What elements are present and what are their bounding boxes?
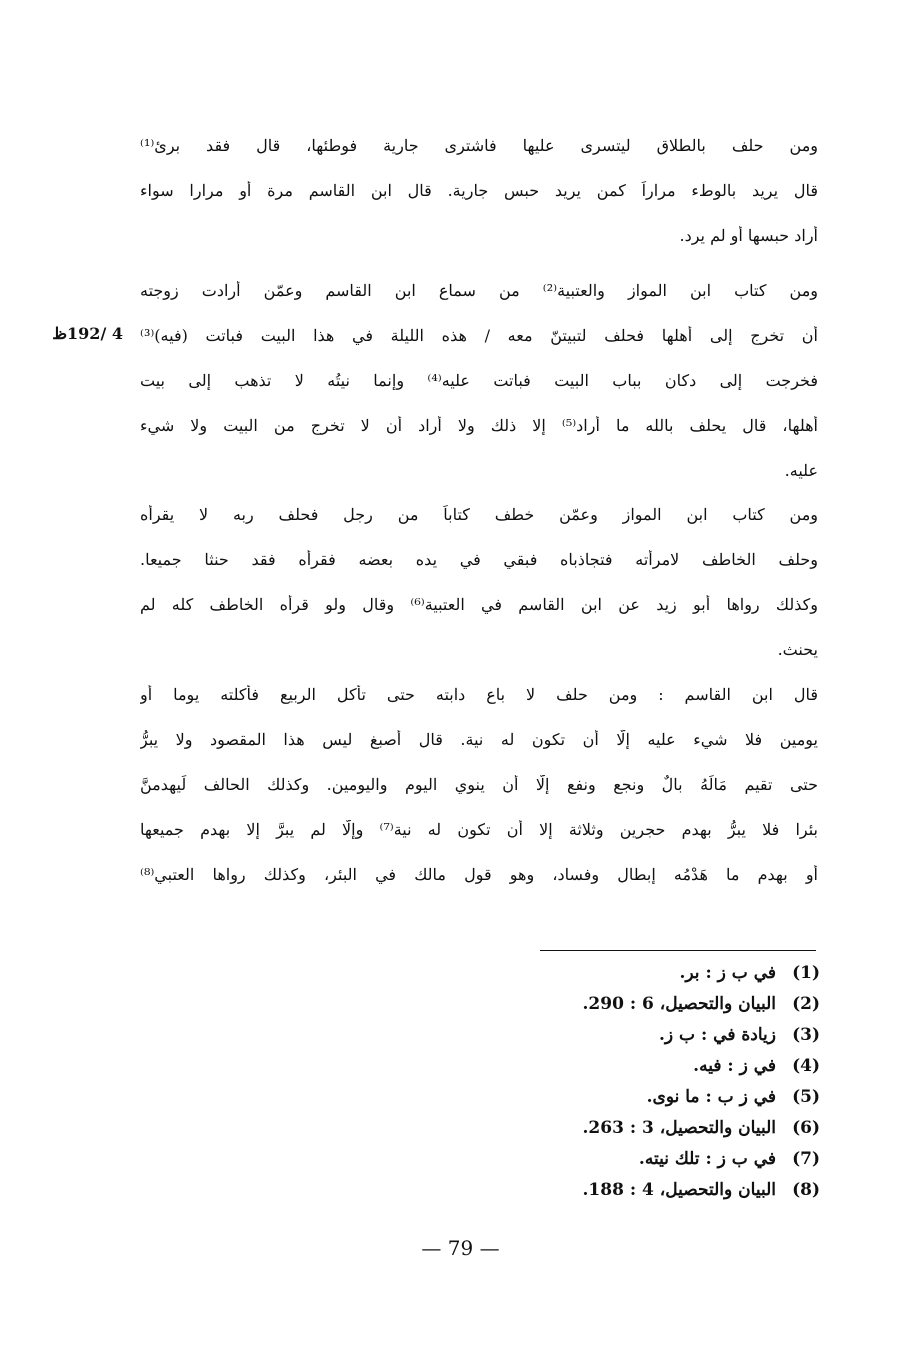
footnote-number: (3) — [792, 1025, 820, 1045]
text-line: أراد حبسها أو لم يرد. — [679, 226, 818, 245]
text-line: ومن كتاب ابن المواز والعتبية⁽²⁾ من سماع ابن القاسم وعمّن أرادت زوجته — [140, 281, 818, 300]
footnote — [520, 1175, 820, 1206]
footnote — [520, 989, 820, 1020]
footnote — [520, 958, 820, 989]
text-line: قال ابن القاسم : ومن حلف لا باع دابته حتى تأكل الربيع فأكلته يوما أو — [140, 685, 818, 704]
footnote-number: (6) — [792, 1118, 820, 1138]
text-line: بئرا فلا يبرُّ بهدم حجرين وثلاثة إلا أن تكون له نية⁽⁷⁾ وإلّا لم يبرَّ إلا بهدم جميعها — [140, 820, 818, 839]
text-line: يحنث. — [777, 640, 818, 659]
page-number: — 79 — — [421, 1236, 500, 1260]
footnote — [520, 1113, 820, 1144]
footnote-text: في ز : فيه. — [693, 1056, 776, 1076]
paragraph-2 — [140, 281, 818, 506]
paragraph-1 — [140, 136, 818, 271]
footnote-text: البيان والتحصيل، 4 : 188. — [582, 1180, 776, 1200]
footnotes — [520, 958, 820, 1206]
footnote-text: البيان والتحصيل، 6 : 290. — [582, 994, 776, 1014]
text-line: وحلف الخاطف لامرأته فتجاذباه فبقي في يده بعضه فقرأه فقد حنثا جميعا. — [140, 550, 818, 569]
footnote-text: في ب ز : تلك نيته. — [638, 1149, 776, 1169]
text-line: فخرجت إلى دكان بباب البيت فباتت عليه⁽⁴⁾ وإنما نيتُه لا تذهب إلى بيت — [140, 371, 818, 390]
text-line: قال يريد بالوطء مراراً كمن يريد حبس جارية. قال ابن القاسم مرة أو مرارا سواء — [140, 181, 818, 200]
footnote-text: زيادة في : ب ز. — [659, 1025, 776, 1045]
margin-folio-note: 4 /192ظ — [52, 324, 123, 343]
footnote — [520, 1020, 820, 1051]
text-line: أو بهدم ما هَدْمُه إبطال وفساد، وهو قول مالك في البئر، وكذلك رواها العتبي⁽⁸⁾ — [140, 865, 818, 884]
footnote — [520, 1144, 820, 1175]
text-line: أهلها، قال يحلف بالله ما أراد⁽⁵⁾ إلا ذلك ولا أراد أن لا تخرج من البيت ولا شيء — [140, 416, 818, 435]
text-line: وكذلك رواها أبو زيد عن ابن القاسم في العتبية⁽⁶⁾ وقال ولو قرأه الخاطف كله لم — [140, 595, 818, 614]
text-line: ومن حلف بالطلاق ليتسرى عليها فاشترى جارية فوطئها، قال فقد برئ⁽¹⁾ — [140, 136, 818, 155]
footnote-text: البيان والتحصيل، 3 : 263. — [582, 1118, 776, 1138]
text-line: حتى تقيم مَالَهُ بالٌ ونجع ونفع إلّا أن ينوي اليوم واليومين. وكذلك الحالف لَيهدمنَّ — [140, 775, 818, 794]
footnote — [520, 1051, 820, 1082]
footnote-number: (2) — [792, 994, 820, 1014]
footnote-divider — [540, 950, 816, 951]
text-line: عليه. — [784, 461, 818, 480]
footnote-number: (8) — [792, 1180, 820, 1200]
footnote — [520, 1082, 820, 1113]
footnote-number: (4) — [792, 1056, 820, 1076]
footnote-number: (1) — [792, 963, 820, 983]
paragraph-3 — [140, 505, 818, 685]
text-line: ومن كتاب ابن المواز وعمّن خطف كتاباً من رجل فحلف ربه لا يقرأه — [140, 505, 818, 524]
footnote-number: (5) — [792, 1087, 820, 1107]
text-line: يومين فلا شيء عليه إلّا أن تكون له نية. قال أصبغ ليس هذا المقصود ولا يبرُّ — [140, 730, 818, 749]
footnote-number: (7) — [792, 1149, 820, 1169]
paragraph-4 — [140, 685, 818, 910]
footnote-text: في ز ب : ما نوى. — [646, 1087, 776, 1107]
footnote-text: في ب ز : بر. — [679, 963, 776, 983]
text-line: أن تخرج إلى أهلها فحلف لتبيتنّ معه / هذه الليلة في هذا البيت فباتت (فيه)⁽³⁾ — [140, 326, 818, 345]
